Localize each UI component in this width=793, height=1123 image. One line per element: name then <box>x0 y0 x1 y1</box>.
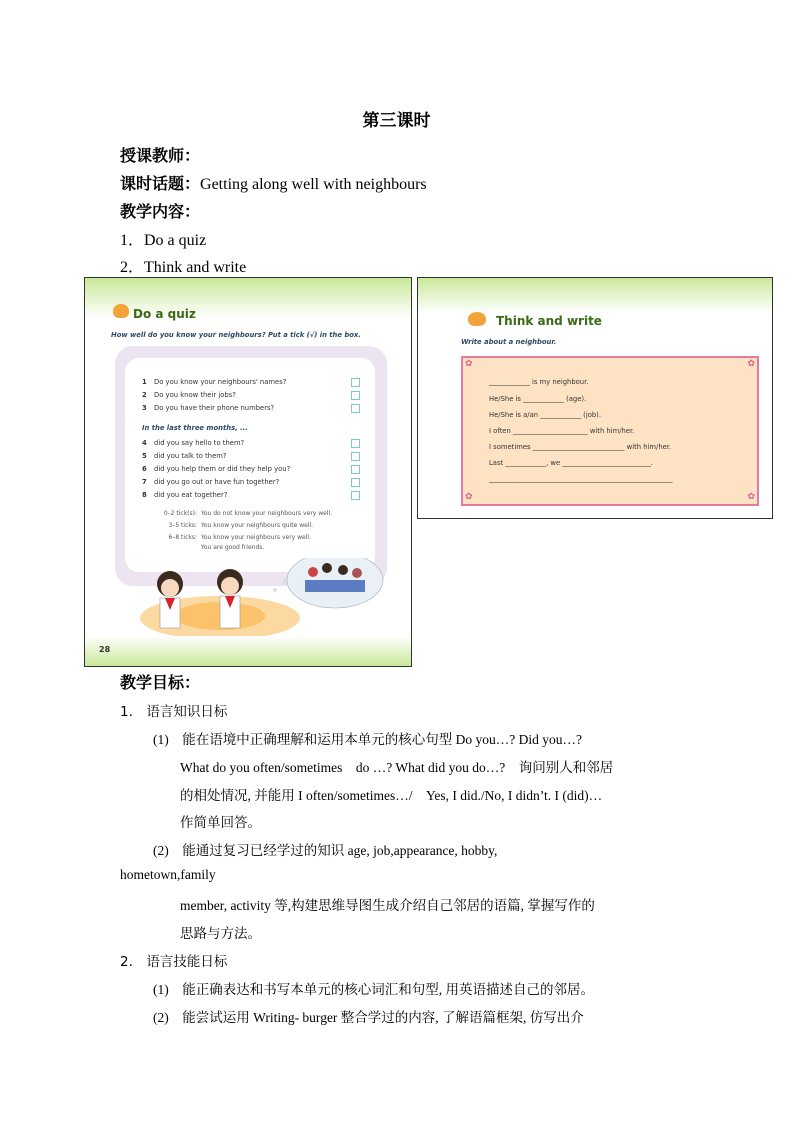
writing-line: I often ______________________ with him/her. <box>489 427 635 435</box>
question-number: 8 <box>142 491 147 499</box>
score-range: 0–2 tick(s): <box>163 510 197 517</box>
goal1-p1-line: (1) 能在语境中正确理解和运用本单元的核心句型 Do you…? Did you…? <box>153 732 582 747</box>
score-text: You know your neighbours quite well. <box>201 522 314 529</box>
question-number: 5 <box>142 452 147 460</box>
goal1-p1-line: 的相处情况, 并能用 I often/sometimes…/ Yes, I did./No, I didn’t. I (did)… <box>180 788 603 803</box>
score-text: You know your neighbours very well. <box>201 534 311 541</box>
score-text: You do not know your neighbours very well. <box>201 510 333 517</box>
quiz-subheading: In the last three months, ... <box>142 424 248 432</box>
goal1-p2-line: (2) 能通过复习已经学过的知识 age, job,appearance, hobby, <box>153 843 498 858</box>
writing-frame <box>461 356 759 506</box>
question-number: 4 <box>142 439 147 447</box>
tick-box[interactable] <box>351 378 360 387</box>
write-instruction: Write about a neighbour. <box>461 338 557 346</box>
content-label: 教学内容： <box>120 202 201 221</box>
question-text: did you eat together? <box>154 491 228 499</box>
goal1-p1-line: What do you often/sometimes do …? What did you do…? 询问别人和邻居 <box>180 760 614 775</box>
writing-line: Last ____________, we __________________________. <box>489 459 653 467</box>
content-item-1: 1．Do a quiz <box>120 232 207 249</box>
tick-box[interactable] <box>351 452 360 461</box>
topic-label: 课时话题： <box>120 174 201 193</box>
question-text: did you go out or have fun together? <box>154 478 280 486</box>
question-text: did you help them or did they help you? <box>154 465 291 473</box>
quiz-question <box>142 465 290 473</box>
bottom-band <box>85 636 411 666</box>
teacher-line <box>120 143 200 166</box>
quiz-question <box>142 491 227 499</box>
cat-mascot-icon <box>113 304 129 318</box>
quiz-question <box>142 378 286 386</box>
write-heading: Think and write <box>496 314 602 328</box>
quiz-question <box>142 478 279 486</box>
tick-box[interactable] <box>351 439 360 448</box>
goals-line <box>120 670 200 693</box>
tick-box[interactable] <box>351 391 360 400</box>
question-number: 7 <box>142 478 147 486</box>
question-number: 2 <box>142 391 147 399</box>
teacher-label: 授课教师： <box>120 146 201 165</box>
girls-illustration <box>125 558 395 638</box>
flower-icon: ✿ <box>465 359 473 369</box>
topic-value: Getting along well with neighbours <box>200 176 427 193</box>
goal2-item: (2) 能尝试运用 Writing- burger 整合学过的内容, 了解语篇框架, 仿写出介 <box>153 1010 584 1025</box>
flower-icon: ✿ <box>747 492 755 502</box>
goal2-item: (1) 能正确表达和书写本单元的核心词汇和句型, 用英语描述自己的邻居。 <box>153 982 594 997</box>
question-text: Do you have their phone numbers? <box>154 404 275 412</box>
question-text: did you talk to them? <box>154 452 227 460</box>
content-item-2: 2．Think and write <box>120 259 247 276</box>
question-text: Do you know your neighbours' names? <box>154 378 287 386</box>
flower-icon: ✿ <box>465 492 473 502</box>
quiz-page-image <box>84 277 412 667</box>
goals-label: 教学目标： <box>120 673 201 692</box>
quiz-question <box>142 452 227 460</box>
goal1-p2-line: hometown,family <box>120 867 216 882</box>
question-number: 1 <box>142 378 147 386</box>
tick-box[interactable] <box>351 404 360 413</box>
cat-mascot-icon <box>468 312 486 326</box>
topic-line <box>120 171 427 194</box>
goal1-title: 1. 语言知识日标 <box>120 704 228 720</box>
quiz-question <box>142 439 244 447</box>
tick-box[interactable] <box>351 465 360 474</box>
write-page-image <box>417 277 773 519</box>
question-number: 3 <box>142 404 147 412</box>
quiz-question <box>142 391 236 399</box>
writing-line: I sometimes ___________________________ with him/her. <box>489 443 672 451</box>
tick-box[interactable] <box>351 478 360 487</box>
quiz-instruction: How well do you know your neighbours? Put a tick (√) in the box. <box>111 331 361 339</box>
writing-line: ____________ is my neighbour. <box>489 378 589 386</box>
score-range: 3–5 ticks: <box>168 522 197 529</box>
goal1-p2-line: 思路与方法。 <box>180 926 261 941</box>
goal1-p2-line: member, activity 等,构建思维导图生成介绍自己邻居的语篇, 掌握写作的 <box>180 898 595 913</box>
goal2-title: 2. 语言技能日标 <box>120 954 228 970</box>
quiz-heading: Do a quiz <box>133 307 196 321</box>
score-range: 6–8 ticks: <box>168 534 197 541</box>
question-text: Do you know their jobs? <box>154 391 236 399</box>
page-number: 28 <box>99 645 111 654</box>
goal1-p1-line: 作简单回答。 <box>180 815 261 830</box>
writing-line: He/She is a/an ____________ (job). <box>489 411 601 419</box>
flower-icon: ✿ <box>747 359 755 369</box>
writing-line: ______________________________________________________ <box>489 475 673 483</box>
content-line <box>120 199 200 222</box>
tick-box[interactable] <box>351 491 360 500</box>
quiz-question <box>142 404 274 412</box>
question-number: 6 <box>142 465 147 473</box>
question-text: did you say hello to them? <box>154 439 245 447</box>
score-text: You are good friends. <box>201 544 265 551</box>
lesson-title: 第三课时 <box>362 111 431 131</box>
writing-line: He/She is ____________ (age). <box>489 395 587 403</box>
